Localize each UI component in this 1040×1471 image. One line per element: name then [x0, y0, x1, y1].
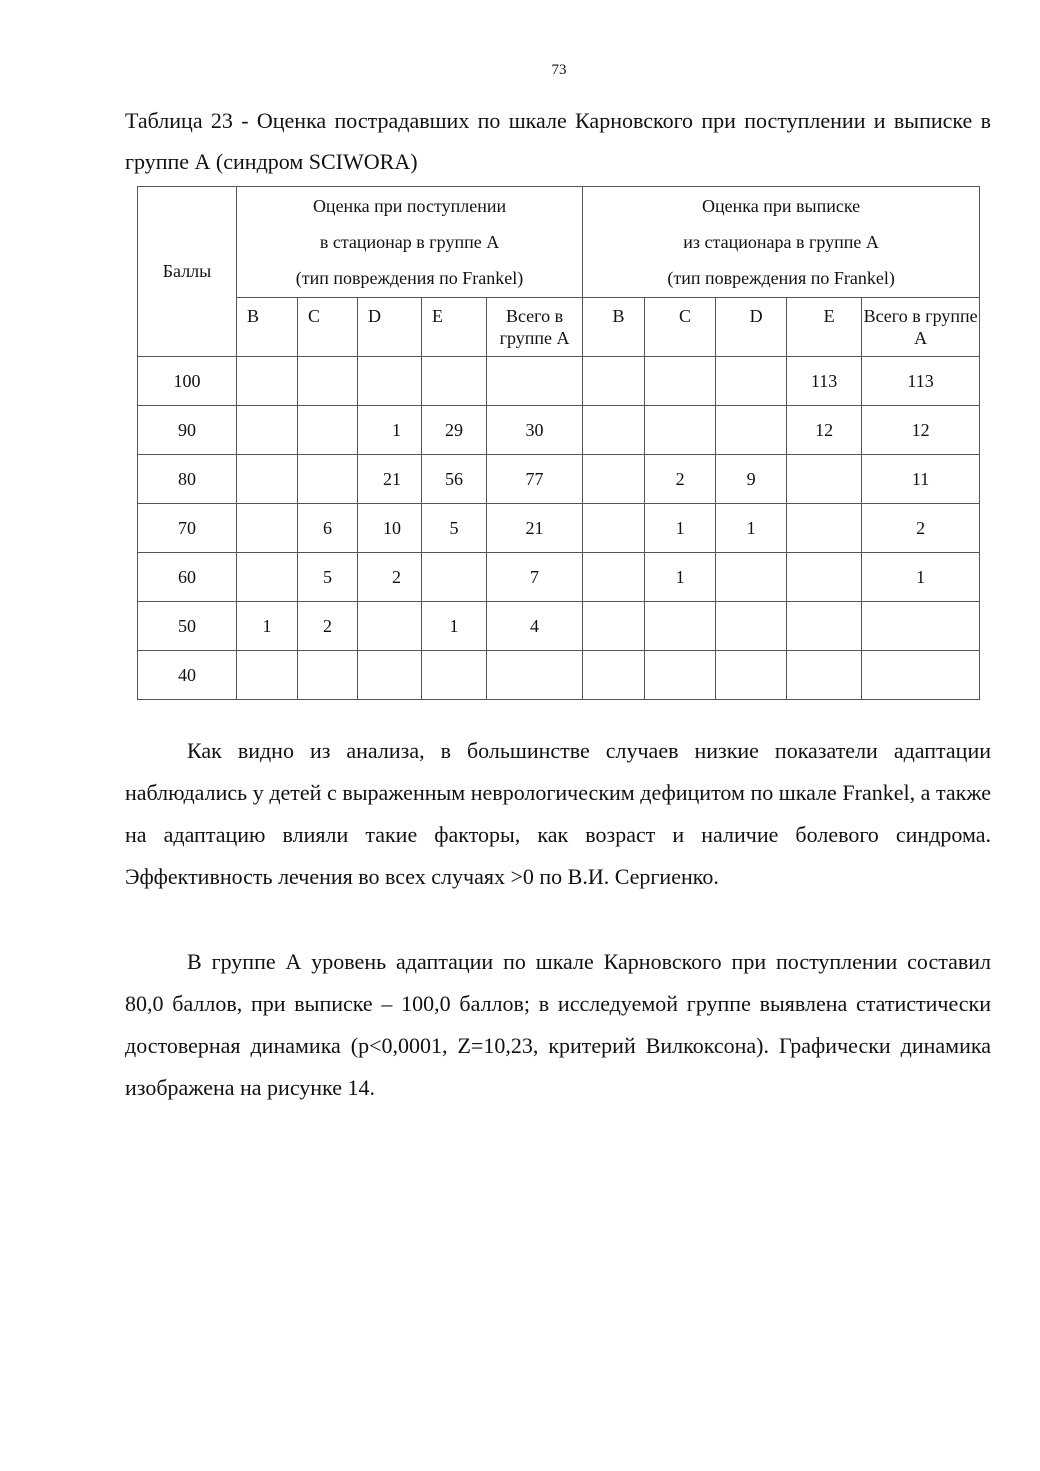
karnofsky-score-table — [137, 186, 980, 700]
discharge-col-b: B — [583, 298, 645, 357]
admission-cell: 21 — [358, 455, 422, 504]
admission-col-total: Всего в группе А — [487, 298, 583, 357]
discharge-group-header — [583, 187, 980, 298]
admission-col-c: C — [298, 298, 358, 357]
discharge-col-total: Всего в группе А — [862, 298, 980, 357]
discharge-cell — [787, 602, 862, 651]
discharge-cell — [787, 455, 862, 504]
admission-cell — [358, 357, 422, 406]
discharge-cell: 1 — [716, 504, 787, 553]
admission-cell — [237, 651, 298, 700]
discharge-cell — [645, 406, 716, 455]
paragraph-text: В группе А уровень адаптации по шкале Карновского при поступлении составил 80,0 баллов, при выписке – 100,0 баллов; в исследуемой группе выявлена статистически достоверная динамика (p<0,0001, Z=10,23, критерий Вилкоксона). Графически динамика изображена на рисунке 14. — [125, 949, 991, 1100]
admission-cell: 2 — [298, 602, 358, 651]
discharge-cell — [583, 602, 645, 651]
admission-cell: 21 — [487, 504, 583, 553]
dynamics-paragraph — [125, 941, 991, 1109]
admission-cell: 56 — [422, 455, 487, 504]
admission-header-line: (тип повреждения по Frankel) — [295, 268, 524, 288]
discharge-cell: 113 — [787, 357, 862, 406]
discharge-col-e: E — [787, 298, 862, 357]
admission-cell: 10 — [358, 504, 422, 553]
discharge-header-line: (тип повреждения по Frankel) — [667, 268, 895, 288]
admission-cell: 30 — [487, 406, 583, 455]
admission-cell — [358, 602, 422, 651]
admission-cell: 6 — [298, 504, 358, 553]
table-row — [138, 455, 980, 504]
admission-cell — [422, 553, 487, 602]
discharge-cell — [645, 651, 716, 700]
discharge-cell — [716, 357, 787, 406]
admission-group-header — [237, 187, 583, 298]
discharge-cell — [583, 553, 645, 602]
discharge-cell — [645, 357, 716, 406]
discharge-cell — [583, 651, 645, 700]
admission-cell — [358, 651, 422, 700]
admission-cell: 5 — [422, 504, 487, 553]
discharge-col-d: D — [716, 298, 787, 357]
admission-cell: 1 — [422, 602, 487, 651]
table-row — [138, 553, 980, 602]
admission-cell: 7 — [487, 553, 583, 602]
admission-cell: 77 — [487, 455, 583, 504]
discharge-cell: 2 — [862, 504, 980, 553]
admission-cell: 5 — [298, 553, 358, 602]
admission-cell — [422, 651, 487, 700]
score-cell: 50 — [138, 602, 237, 651]
analysis-paragraph — [125, 730, 991, 898]
admission-cell: 1 — [237, 602, 298, 651]
discharge-cell: 9 — [716, 455, 787, 504]
score-cell: 100 — [138, 357, 237, 406]
score-cell: 90 — [138, 406, 237, 455]
discharge-cell: 12 — [862, 406, 980, 455]
discharge-cell — [787, 651, 862, 700]
score-column-header: Баллы — [138, 187, 237, 357]
admission-header-line: Оценка при поступлении — [312, 196, 507, 216]
score-cell: 60 — [138, 553, 237, 602]
table-row — [138, 651, 980, 700]
discharge-cell: 2 — [645, 455, 716, 504]
discharge-cell — [787, 553, 862, 602]
discharge-cell — [716, 651, 787, 700]
discharge-cell: 1 — [862, 553, 980, 602]
discharge-cell — [862, 651, 980, 700]
admission-cell — [487, 357, 583, 406]
discharge-cell — [716, 602, 787, 651]
table-row — [138, 357, 980, 406]
admission-cell: 1 — [358, 406, 422, 455]
admission-cell: 29 — [422, 406, 487, 455]
admission-cell — [298, 406, 358, 455]
admission-cell — [298, 455, 358, 504]
admission-cell — [237, 553, 298, 602]
admission-cell: 4 — [487, 602, 583, 651]
discharge-cell: 12 — [787, 406, 862, 455]
discharge-cell — [787, 504, 862, 553]
admission-col-d: D — [358, 298, 422, 357]
admission-col-e: E — [422, 298, 487, 357]
admission-cell — [298, 357, 358, 406]
discharge-cell — [583, 406, 645, 455]
discharge-header-line: из стационара в группе А — [683, 232, 879, 252]
admission-cell — [237, 357, 298, 406]
discharge-cell — [645, 602, 716, 651]
admission-cell — [237, 455, 298, 504]
discharge-col-c: C — [645, 298, 716, 357]
discharge-header-line: Оценка при выписке — [702, 196, 861, 216]
table-row — [138, 602, 980, 651]
admission-cell — [298, 651, 358, 700]
score-cell: 70 — [138, 504, 237, 553]
discharge-cell — [583, 357, 645, 406]
discharge-cell: 113 — [862, 357, 980, 406]
table-caption: Таблица 23 - Оценка пострадавших по шкале Карновского при поступлении и выписке в группе А (синдром SCIWORA) — [125, 108, 991, 174]
discharge-cell — [716, 406, 787, 455]
discharge-cell — [583, 455, 645, 504]
admission-cell — [237, 504, 298, 553]
discharge-cell: 1 — [645, 504, 716, 553]
admission-cell — [237, 406, 298, 455]
discharge-cell — [583, 504, 645, 553]
score-cell: 80 — [138, 455, 237, 504]
admission-cell — [487, 651, 583, 700]
score-cell: 40 — [138, 651, 237, 700]
admission-cell: 2 — [358, 553, 422, 602]
admission-header-line: в стационар в группе А — [319, 232, 500, 252]
table-row — [138, 406, 980, 455]
discharge-cell — [716, 553, 787, 602]
paragraph-text: Как видно из анализа, в большинстве случаев низкие показатели адаптации наблюдались у детей с выраженным неврологическим дефицитом по шкале Frankel, а также на адаптацию влияли такие факторы, как возраст и наличие болевого синдрома. Эффективность лечения во всех случаях >0 по В.И. Сергиенко. — [125, 738, 991, 889]
admission-cell — [422, 357, 487, 406]
discharge-cell: 1 — [645, 553, 716, 602]
page-number: 73 — [551, 62, 567, 78]
table-row — [138, 504, 980, 553]
admission-col-b: B — [237, 298, 298, 357]
discharge-cell: 11 — [862, 455, 980, 504]
discharge-cell — [862, 602, 980, 651]
